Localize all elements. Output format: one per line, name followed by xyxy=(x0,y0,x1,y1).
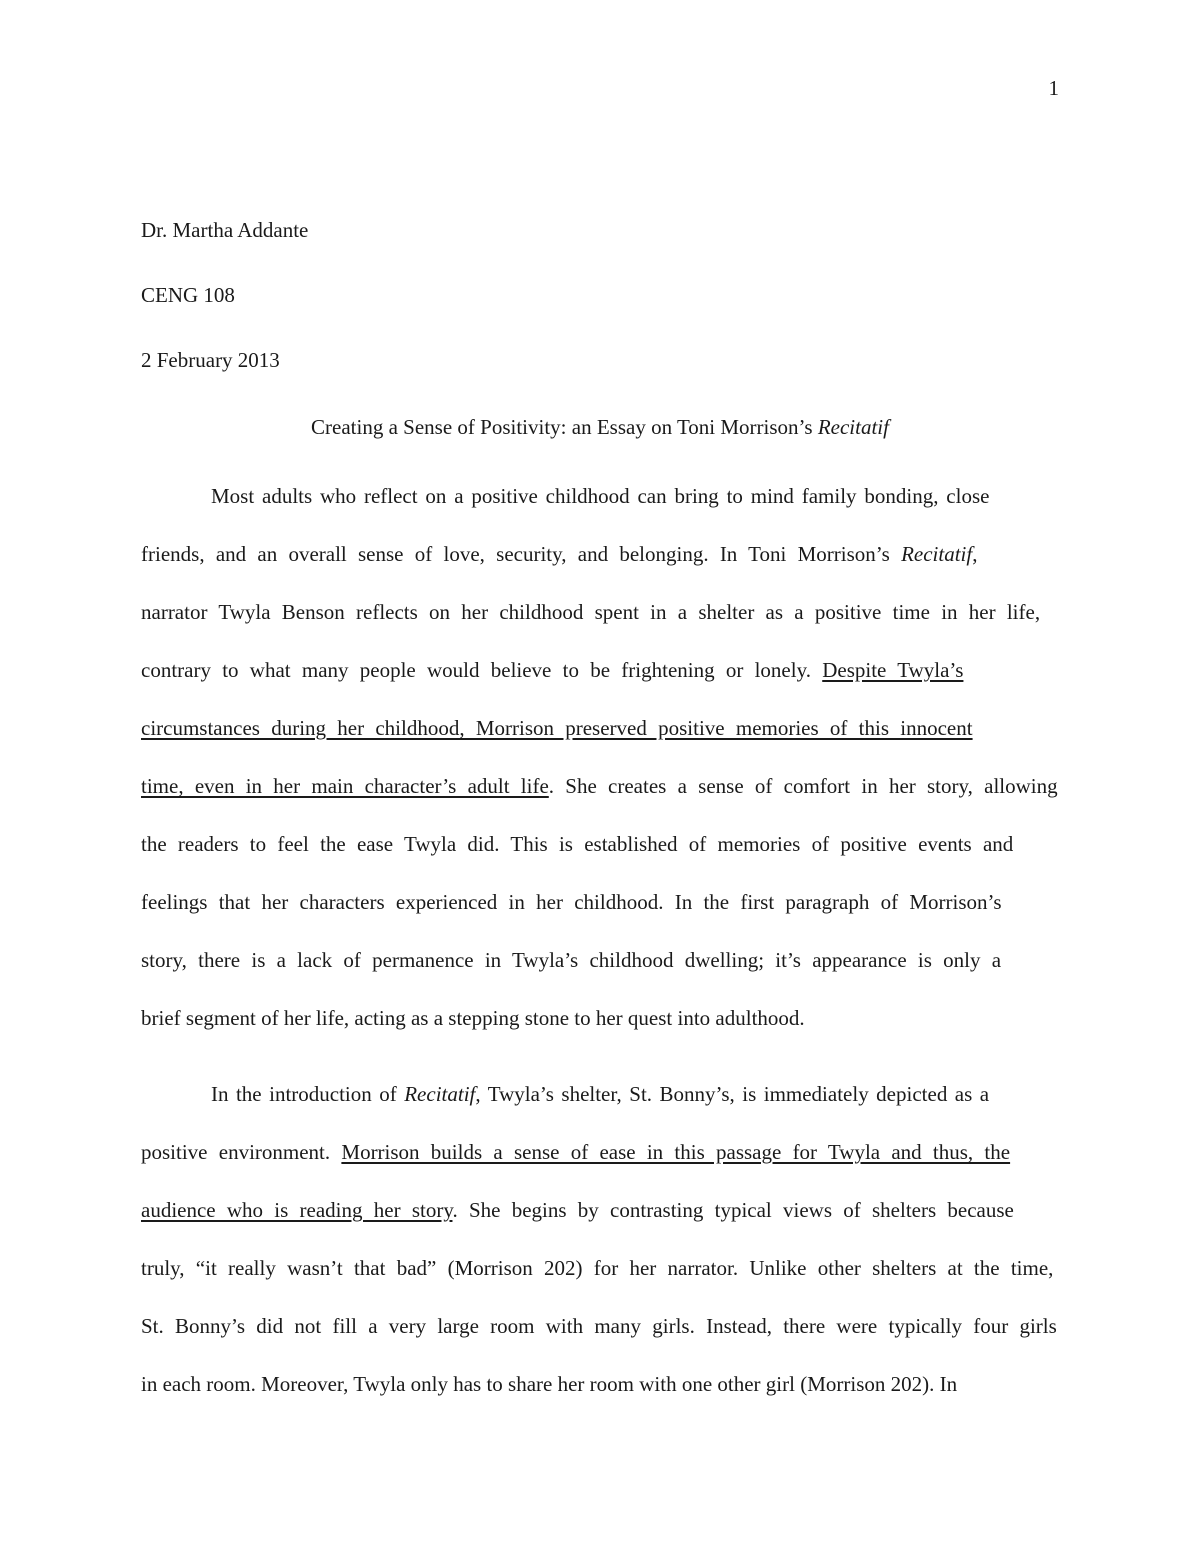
paragraph-1-line-2-comma: , xyxy=(972,542,978,566)
paragraph-2-line-3-text: . She begins by contrasting typical views of shelters because xyxy=(452,1198,1014,1222)
paragraph-1-line-5 xyxy=(141,699,1059,757)
paragraph-1-line-10: brief segment of her life, acting as a stepping stone to her quest into adulthood. xyxy=(141,1006,805,1030)
thesis-underline-end: time, even in her main character’s adult life xyxy=(141,774,549,798)
paragraph-1-line-9: story, there is a lack of permanence in Twyla’s childhood dwelling; it’s appearance is only a xyxy=(141,948,1002,972)
paragraph-1-line-8: feelings that her characters experienced in her childhood. In the first paragraph of Morrison’s xyxy=(141,890,1002,914)
essay-title xyxy=(141,415,1059,439)
paragraph-2-line-3 xyxy=(141,1181,1059,1239)
paragraph-1-line-2 xyxy=(141,525,1059,583)
paragraph-2-line-1-rest: , Twyla’s shelter, St. Bonny’s, is immediately depicted as a xyxy=(475,1082,990,1106)
paragraph-1-line-7: the readers to feel the ease Twyla did. This is established of memories of positive events and xyxy=(141,832,1014,856)
paragraph-2-line-2 xyxy=(141,1123,1059,1181)
course-code: CENG 108 xyxy=(141,283,235,307)
thesis-underline-middle: circumstances during her childhood, Morrison preserved positive memories of this innocent xyxy=(141,716,973,740)
essay-title-italic: Recitatif xyxy=(817,415,889,439)
instructor-name: Dr. Martha Addante xyxy=(141,218,309,242)
paragraph-1-line-4 xyxy=(141,641,1059,699)
paragraph-1-line-3: narrator Twyla Benson reflects on her childhood spent in a shelter as a positive time in her life, xyxy=(141,600,1041,624)
essay-date: 2 February 2013 xyxy=(141,348,280,372)
paragraph-1-line-4-text: contrary to what many people would believe to be frightening or lonely. xyxy=(141,658,823,682)
paragraph-1-line-1: Most adults who reflect on a positive childhood can bring to mind family bonding, close xyxy=(211,484,990,508)
paragraph-2-line-5: St. Bonny’s did not fill a very large room with many girls. Instead, there were typically four girls xyxy=(141,1314,1057,1338)
essay-body xyxy=(141,218,1059,1413)
paragraph-2-line-1-italic: Recitatif xyxy=(404,1082,476,1106)
paragraph-1-line-6-text: . She creates a sense of comfort in her story, allowing xyxy=(548,774,1058,798)
page-number: 1 xyxy=(1048,76,1059,100)
paragraph-1-line-2-italic: Recitatif xyxy=(901,542,973,566)
paragraph-1 xyxy=(141,467,1059,1047)
paragraph-1-line-6 xyxy=(141,757,1059,815)
paragraph-2-line-4: truly, “it really wasn’t that bad” (Morrison 202) for her narrator. Unlike other shelters at the time, xyxy=(141,1256,1054,1280)
topic-sentence-underline-end: audience who is reading her story xyxy=(141,1198,453,1222)
topic-sentence-underline-start: Morrison builds a sense of ease in this passage for Twyla and thus, the xyxy=(341,1140,1011,1164)
paragraph-2 xyxy=(141,1065,1059,1413)
paragraph-1-line-2-text: friends, and an overall sense of love, security, and belonging. In Toni Morrison’s xyxy=(141,542,902,566)
paragraph-2-line-1 xyxy=(141,1065,1059,1123)
thesis-underline-start: Despite Twyla’s xyxy=(822,658,964,682)
essay-title-text: Creating a Sense of Positivity: an Essay on Toni Morrison’s xyxy=(311,415,818,439)
paragraph-2-line-1-text: In the introduction of xyxy=(211,1082,405,1106)
paragraph-2-line-6: in each room. Moreover, Twyla only has to share her room with one other girl (Morrison 202). In xyxy=(141,1372,958,1396)
paragraph-2-line-2-text: positive environment. xyxy=(141,1140,342,1164)
